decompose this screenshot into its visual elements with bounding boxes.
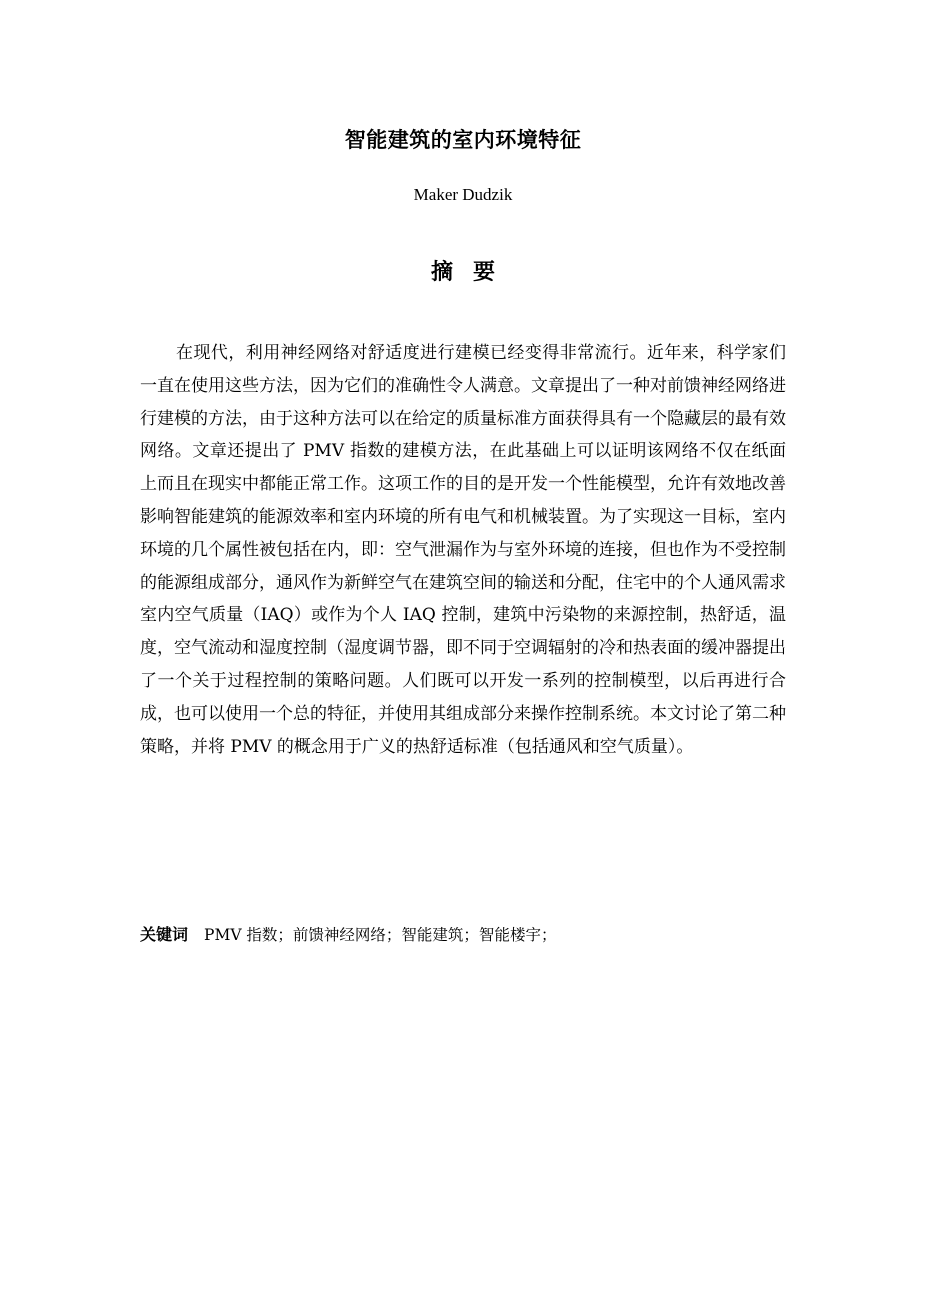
keywords-label: 关键词 <box>140 925 189 944</box>
keywords-text: PMV 指数；前馈神经网络；智能建筑；智能楼宇； <box>204 926 557 944</box>
paper-author: Maker Dudzik <box>413 185 513 204</box>
paper-title: 智能建筑的室内环境特征 <box>344 128 582 152</box>
keywords-line <box>140 920 786 950</box>
abstract-body: 在现代，利用神经网络对舒适度进行建模已经变得非常流行。近年来，科学家们一直在使用这些方法，因为它们的准确性令人满意。文章提出了一种对前馈神经网络进行建模的方法，由于这种方法可以在给定的质量标准方面获得具有一个隐藏层的最有效网络。文章还提出了 PMV 指数的建模方法，在此基础上可以证明该网络不仅在纸面上而且在现实中都能正常工作。这项工作的目的是开发一个性能模型，允许有效地改善影响智能建筑的能源效率和室内环境的所有电气和机械装置。为了实现这一目标，室内环境的几个属性被包括在内，即：空气泄漏作为与室外环境的连接，但也作为不受控制的能源组成部分，通风作为新鲜空气在建筑空间的输送和分配，住宅中的个人通风需求室内空气质量（IAQ）或作为个人 IAQ 控制，建筑中污染物的来源控制，热舒适，温度，空气流动和湿度控制（湿度调节器，即不同于空调辐射的冷和热表面的缓冲器提出了一个关于过程控制的策略问题。人们既可以开发一系列的控制模型，以后再进行合成，也可以使用一个总的特征，并使用其组成部分来操作控制系统。本文讨论了第二种策略，并将 PMV 的概念用于广义的热舒适标准（包括通风和空气质量）。 <box>140 343 786 757</box>
abstract-heading: 摘要 <box>430 260 515 285</box>
